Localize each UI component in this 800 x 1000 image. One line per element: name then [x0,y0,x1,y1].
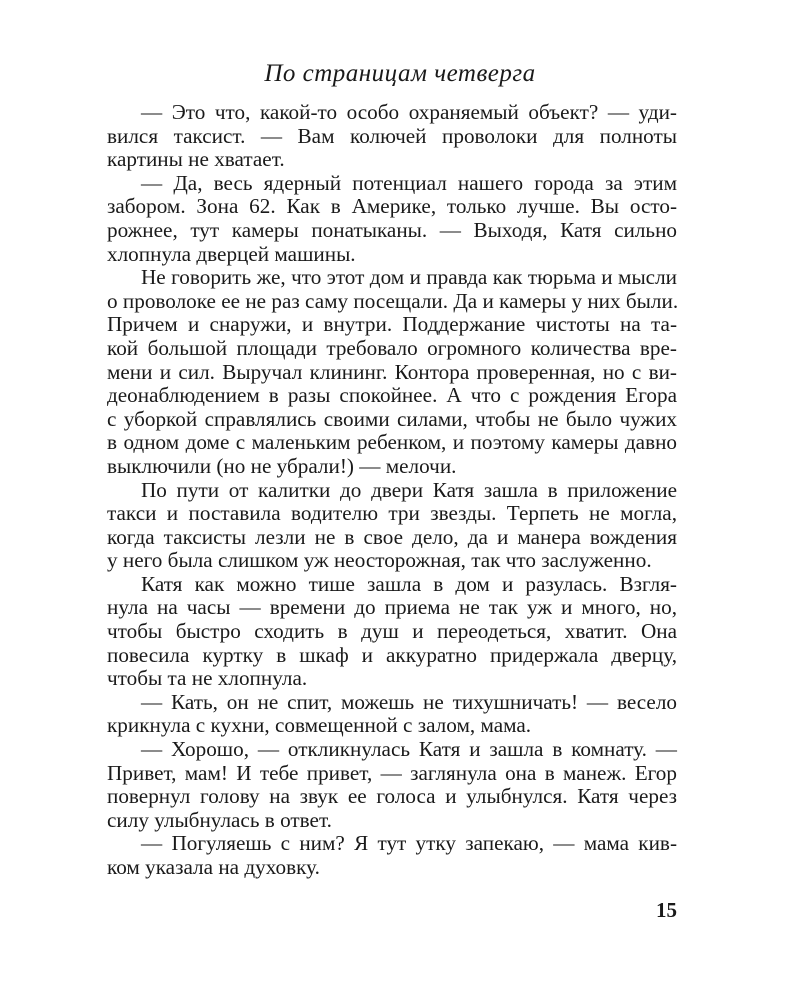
text-line: картины не хватает. [107,147,285,172]
text-line: хлопнула дверцей машины. [107,241,356,266]
text-line: — Да, весь ядерный потенциал нашего города за этим [141,170,677,195]
text-line: с уборкой справлялись своими силами, чтобы не было чужих [107,406,677,431]
text-line: нула на часы — времени до приема не так уж и много, но, [107,595,677,620]
text-line: ком указала на духовку. [107,855,320,879]
running-head: По страницам четверга [264,60,536,87]
text-line: Привет, мам! И тебе привет, — заглянула она в манеж. Егор [107,760,677,785]
text-line: силу улыбнулась в ответ. [107,807,332,832]
text-line: забором. Зона 62. Как в Америке, только лучше. Вы осто- [107,194,677,219]
text-line: деонаблюдением в разы спокойнее. А что с рождения Егора [107,383,677,408]
text-line: когда таксисты лезли не в свое дело, да и манера вождения [107,524,677,549]
text-line: в одном доме с маленьким ребенком, и поэтому камеры давно [107,430,677,455]
page-number: 15 [656,898,677,922]
text-line: кой большой площади требовало огромного количества вре- [107,335,677,360]
text-line: выключили (но не убрали!) — мелочи. [107,453,457,478]
text-line: такси и поставила водителю три звезды. Терпеть не могла, [107,501,677,526]
text-line: повернул голову на звук ее голоса и улыбнулся. Катя через [107,784,677,809]
text-line: о проволоке ее не раз саму посещали. Да и камеры у них были. [107,288,679,313]
body-text [107,101,677,880]
text-line: Не говорить же, что этот дом и правда как тюрьма и мысли [141,265,677,290]
text-line: чтобы та не хлопнула. [107,666,308,691]
text-line: вился таксист. — Вам колючей проволоки для полноты [107,123,677,148]
text-line: Причем и снаружи, и внутри. Поддержание чистоты на та- [107,312,677,337]
text-line: — Кать, он не спит, можешь не тихушничать! — весело [141,689,677,714]
text-line: — Это что, какой-то особо охраняемый объект? — уди- [141,100,677,124]
text-line: крикнула с кухни, совмещенной с залом, мама. [107,713,532,738]
text-line: рожнее, тут камеры понатыканы. — Выходя, Катя сильно [107,217,677,242]
text-line: повесила куртку в шкаф и аккуратно придержала дверцу, [107,642,677,667]
text-line: — Хорошо, — откликнулась Катя и зашла в комнату. — [141,737,677,762]
text-line: Катя как можно тише зашла в дом и разулась. Взгля- [141,571,677,596]
text-line: мени и сил. Выручал клининг. Контора проверенная, но с ви- [107,359,677,384]
text-line: чтобы быстро сходить в душ и переодеться, хватит. Она [107,619,677,644]
text-line: — Погуляешь с ним? Я тут утку запекаю, — мама кив- [141,831,677,856]
text-line: По пути от калитки до двери Катя зашла в приложение [141,477,677,502]
text-line: у него была слишком уж неосторожная, так что заслуженно. [107,548,652,573]
